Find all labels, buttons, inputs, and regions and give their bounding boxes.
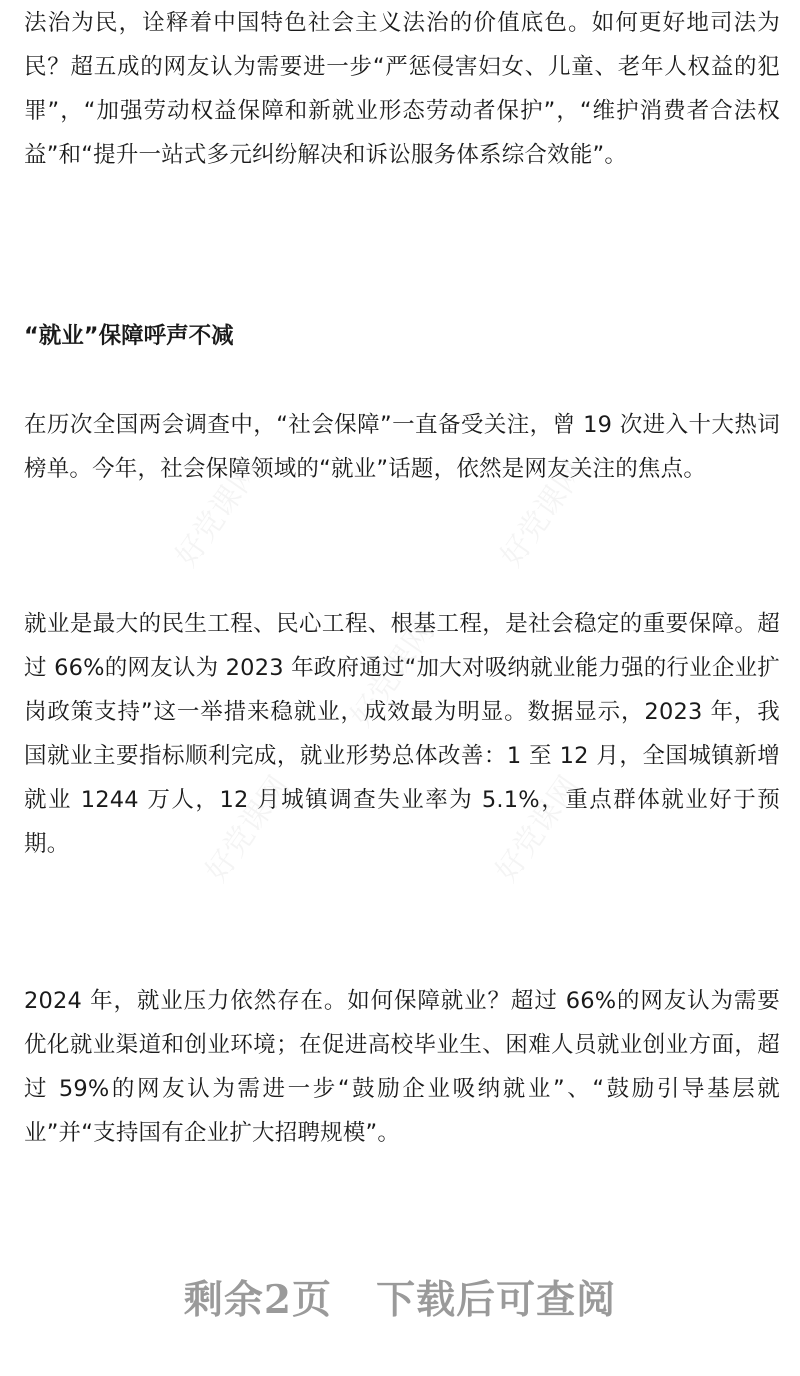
remaining-pages-text: 剩余2页	[183, 1277, 333, 1323]
watermark: 好党课网	[344, 614, 442, 734]
watermark: 好党课网	[169, 454, 267, 574]
watermark: 好党课网	[199, 769, 297, 889]
article-paragraph: 法治为民，诠释着中国特色社会主义法治的价值底色。如何更好地司法为民？超五成的网友认为需要进一步“严惩侵害妇女、儿童、老年人权益的犯罪”，“加强劳动权益保障和新就业形态劳动者保护”，“维护消费者合法权益”和“提升一站式多元纠纷解决和诉讼服务体系综合效能”。	[24, 10, 780, 168]
watermark: 好党课网	[489, 769, 587, 889]
download-prompt-text: 下载后可查阅	[376, 1277, 617, 1323]
section-heading: “就业”保障呼声不减	[24, 323, 234, 349]
article-paragraph: 就业是最大的民生工程、民心工程、根基工程，是社会稳定的重要保障。超过 66%的网友认为 2023 年政府通过“加大对吸纳就业能力强的行业企业扩岗政策支持”这一举措来稳就业，成效最为明显。数据显示，2023 年，我国就业主要指标顺利完成，就业形势总体改善：1 至 12 月，全国城镇新增就业 1244 万人，12 月城镇调查失业率为 5.1%，重点群体就业好于预期。	[24, 611, 780, 857]
download-banner[interactable]	[0, 1272, 800, 1328]
article-paragraph: 2024 年，就业压力依然存在。如何保障就业？超过 66%的网友认为需要优化就业渠道和创业环境；在促进高校毕业生、困难人员就业创业方面，超过 59%的网友认为需进一步“鼓励企业吸纳就业”、“鼓励引导基层就业”并“支持国有企业扩大招聘规模”。	[24, 988, 780, 1146]
article-paragraph: 在历次全国两会调查中，“社会保障”一直备受关注，曾 19 次进入十大热词榜单。今年，社会保障领域的“就业”话题，依然是网友关注的焦点。	[24, 412, 780, 482]
watermark: 好党课网	[494, 454, 592, 574]
